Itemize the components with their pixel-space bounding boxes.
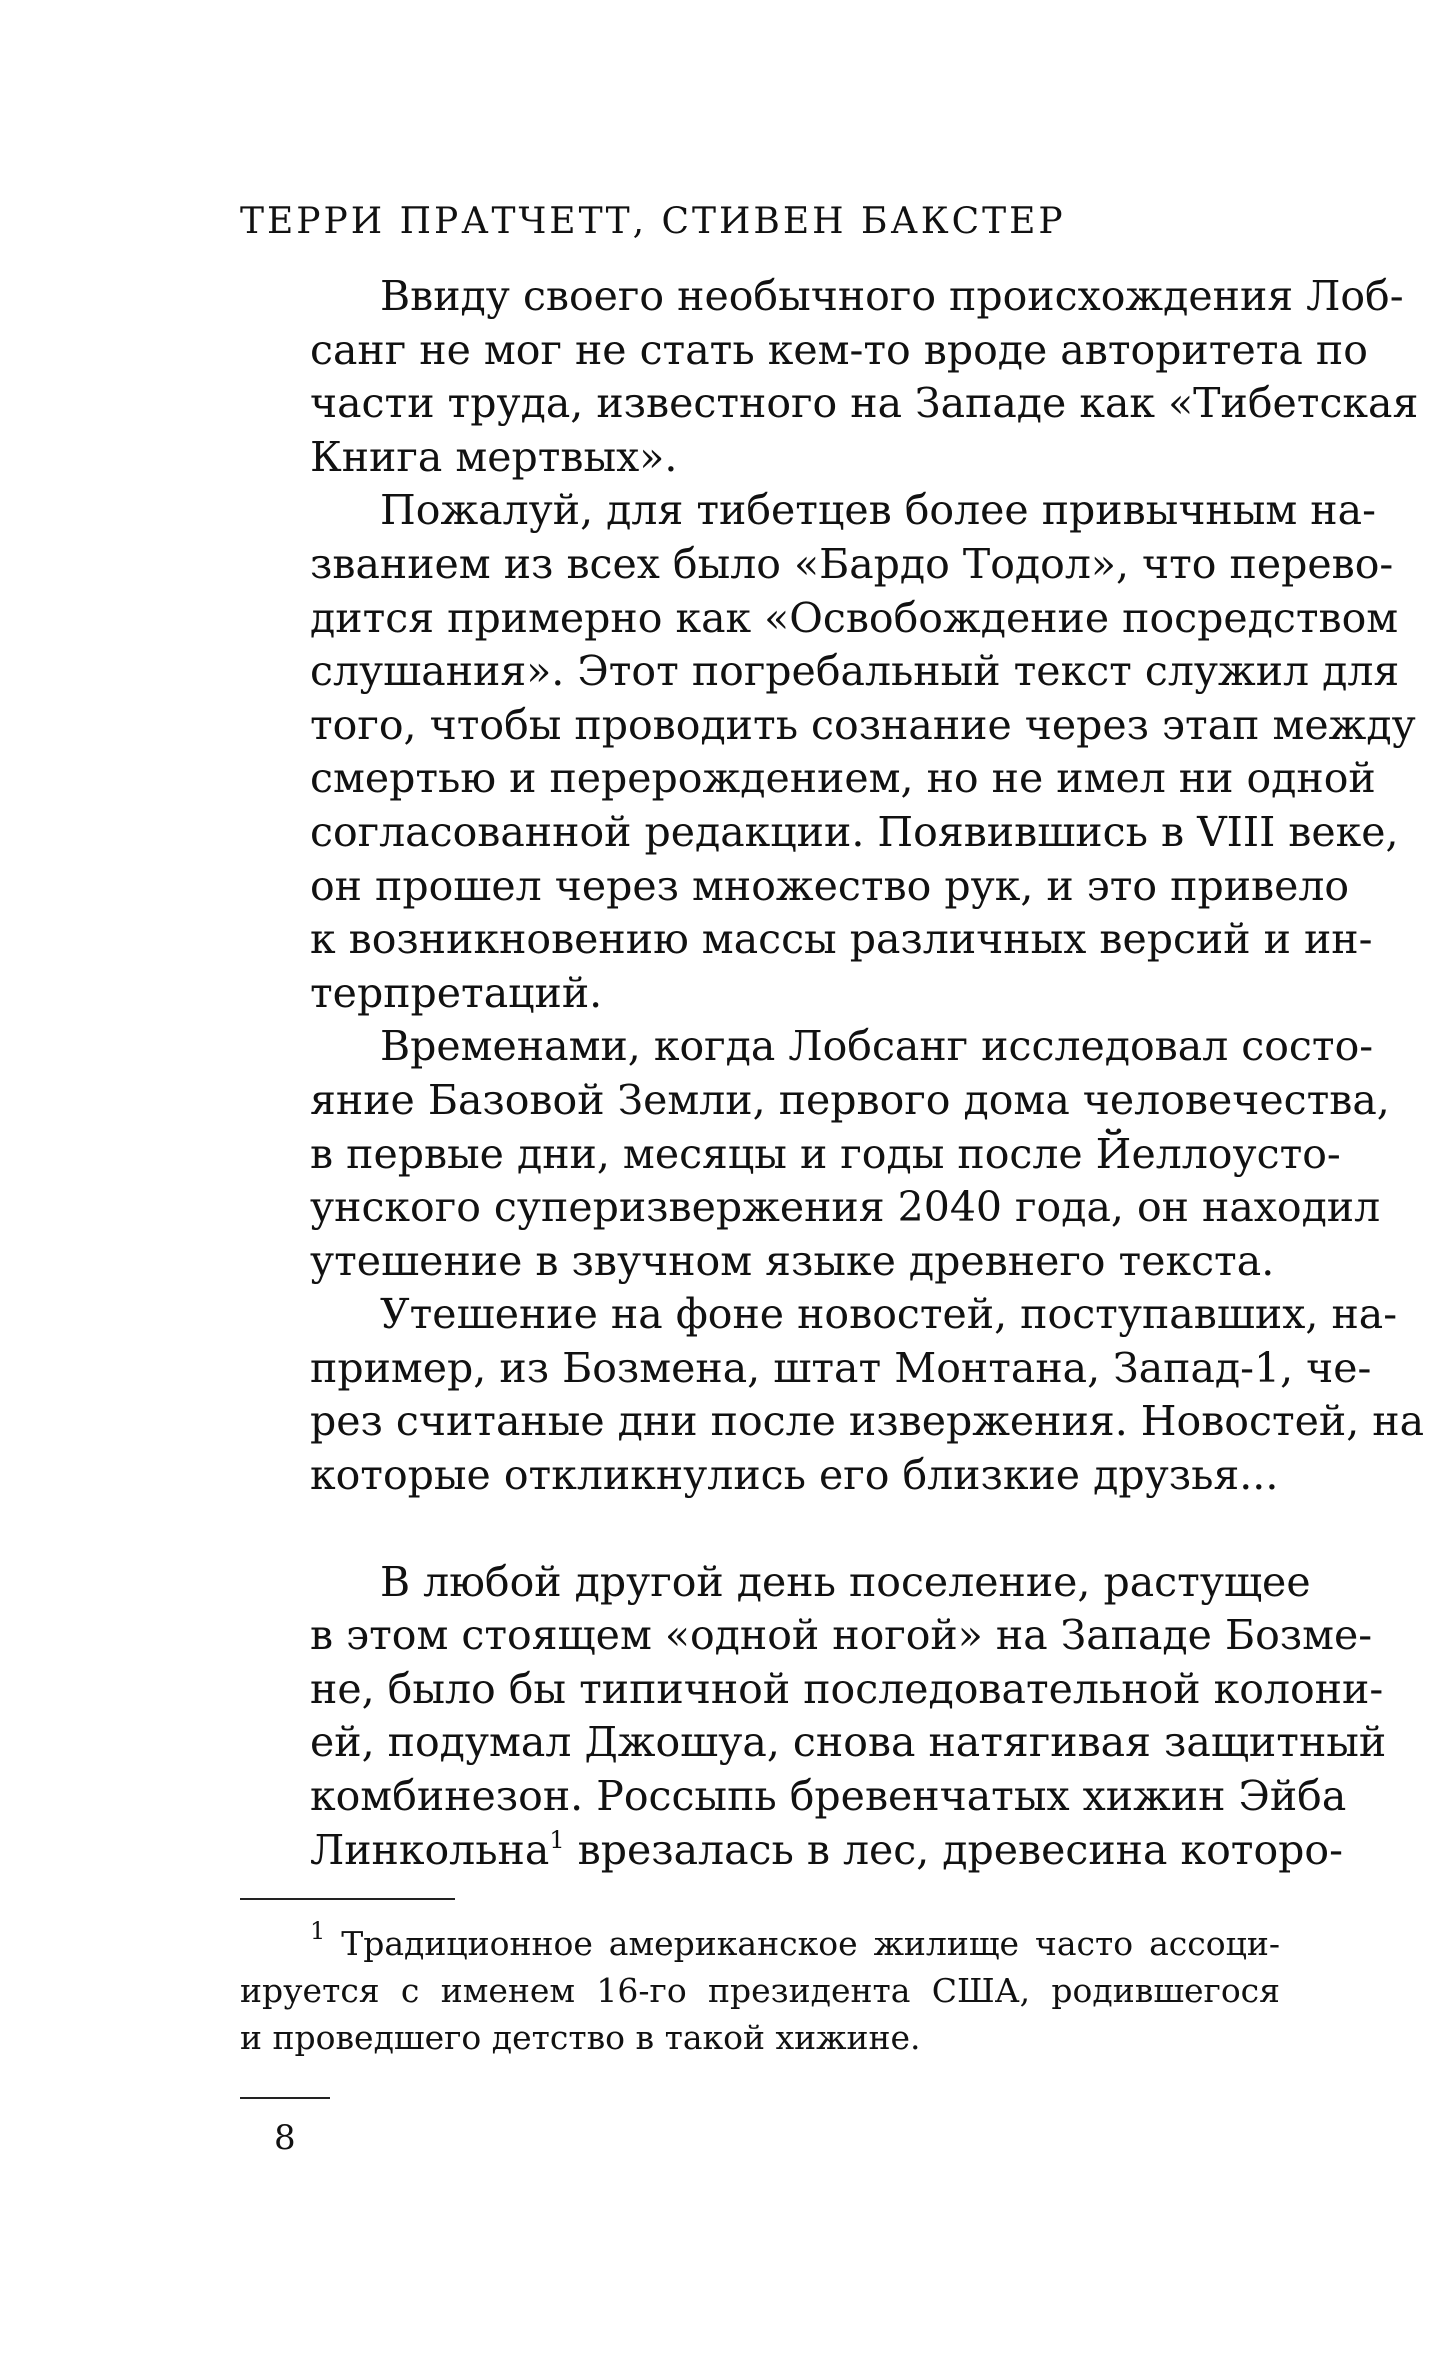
- text-line: Ввиду своего необычного происхождения Лоб-: [380, 272, 1404, 320]
- text-line: ей, подумал Джошуа, снова натягивая защитный: [310, 1718, 1387, 1767]
- text-line-with-footnote-ref: [240, 1824, 1343, 1878]
- paragraph-5: [240, 1556, 1387, 1878]
- text-line: в этом стоящем «одной ногой» на Западе Бозме-: [310, 1611, 1373, 1660]
- text-line: смертью и перерождением, но не имел ни одной: [310, 754, 1376, 803]
- page-number-rule: [240, 2097, 330, 2099]
- text-line: рез считаные дни после извержения. Новостей, на: [310, 1397, 1425, 1446]
- running-head: ТЕРРИ ПРАТЧЕТТ, СТИВЕН БАКСТЕР: [240, 201, 1066, 242]
- text-line: Утешение на фоне новостей, поступавших, на-: [380, 1290, 1398, 1339]
- page-number: 8: [274, 2118, 296, 2158]
- text-fragment: Линкольна: [310, 1825, 550, 1874]
- paragraph-1: [240, 270, 1419, 484]
- text-line: того, чтобы проводить сознание через этап между: [310, 700, 1416, 749]
- text-line: слушания». Этот погребальный текст служил для: [310, 647, 1400, 696]
- text-line: комбинезон. Россыпь бревенчатых хижин Эйба: [310, 1772, 1347, 1821]
- text-fragment: врезалась в лес, древесина которо-: [564, 1825, 1343, 1874]
- paragraph-4: [240, 1288, 1425, 1502]
- footnote-line: ируется с именем 16-го президента США, родившегося: [240, 1971, 1280, 2010]
- text-line: не, было бы типичной последовательной колони-: [310, 1664, 1384, 1713]
- text-line: дится примерно как «Освобождение посредством: [310, 593, 1399, 642]
- text-line: которые откликнулись его близкие друзья...: [310, 1451, 1279, 1500]
- text-line: утешение в звучном языке древнего текста.: [310, 1236, 1275, 1285]
- book-page: [240, 0, 1425, 2362]
- text-line: В любой другой день поселение, растущее: [380, 1557, 1311, 1606]
- text-line: согласованной редакции. Появившись в VIII веке,: [310, 807, 1399, 856]
- text-line: пример, из Бозмена, штат Монтана, Запад-1, че-: [310, 1343, 1372, 1392]
- text-line: терпретаций.: [310, 968, 603, 1017]
- paragraph-3: [240, 1020, 1390, 1288]
- body-text: [240, 270, 1425, 1877]
- footnote-marker: 1: [310, 1917, 326, 1945]
- text-line: части труда, известного на Западе как «Тибетская: [310, 379, 1419, 428]
- footnote: [240, 1917, 1280, 2061]
- footnote-line: и проведшего детство в такой хижине.: [240, 2018, 921, 2057]
- text-line: к возникновению массы различных версий и ин-: [310, 915, 1373, 964]
- text-line: Пожалуй, для тибетцев более привычным на-: [380, 486, 1376, 535]
- footnote-reference: 1: [549, 1825, 565, 1854]
- text-line: санг не мог не стать кем-то вроде авторитета по: [310, 325, 1368, 374]
- text-line: званием из всех было «Бардо Тодол», что перево-: [310, 539, 1394, 588]
- text-line: в первые дни, месяцы и годы после Йеллоусто-: [310, 1129, 1341, 1178]
- footnote-separator: [240, 1898, 455, 1900]
- text-line: унского суперизвержения 2040 года, он находил: [310, 1183, 1381, 1232]
- text-line: Книга мертвых».: [310, 432, 678, 481]
- text-line: он прошел через множество рук, и это привело: [310, 861, 1350, 910]
- footnote-line: [240, 1917, 1280, 1967]
- footnote-text: Традиционное американское жилище часто ассоци-: [325, 1924, 1280, 1963]
- text-line: яние Базовой Земли, первого дома человечества,: [310, 1075, 1390, 1124]
- paragraph-2: [240, 484, 1416, 1020]
- text-line: Временами, когда Лобсанг исследовал состо-: [380, 1022, 1374, 1071]
